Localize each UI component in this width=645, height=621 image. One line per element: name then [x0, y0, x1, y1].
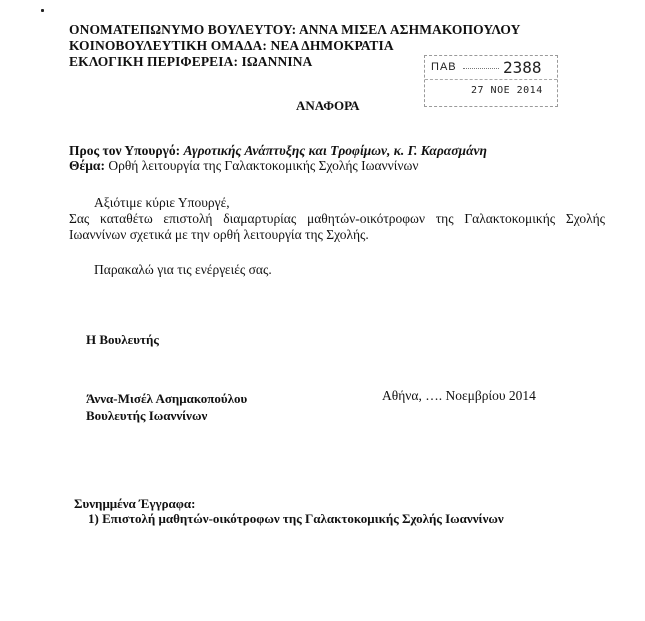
place-date: Αθήνα, …. Νοεμβρίου 2014 [382, 388, 536, 403]
recipient-line [69, 143, 487, 159]
greeting: Αξιότιμε κύριε Υπουργέ, [94, 195, 230, 210]
party-line: ΚΟΙΝΟΒΟΥΛΕΥΤΙΚΗ ΟΜΑΔΑ: ΝΕΑ ΔΗΜΟΚΡΑΤΙΑ [69, 38, 394, 53]
registry-stamp [424, 55, 558, 107]
attachment-item: 1) Επιστολή μαθητών-οικότροφων της Γαλακτοκομικής Σχολής Ιωαννίνων [88, 511, 504, 526]
constituency-line: ΕΚΛΟΓΙΚΗ ΠΕΡΙΦΕΡΕΙΑ: ΙΩΑΝΝΙΝΑ [69, 54, 313, 69]
subject-label: Θέμα: [69, 158, 105, 173]
attachments-label: Συνημμένα Έγγραφα: [74, 496, 196, 511]
recipient-label: Προς τον Υπουργό: [69, 143, 181, 158]
closing-line: Παρακαλώ για τις ενέργειές σας. [94, 262, 272, 277]
body-paragraph-line-1: Σας καταθέτω επιστολή διαμαρτυρίας μαθητών-οικότροφων της Γαλακτοκομικής Σχολής [69, 211, 605, 226]
subject-value: Ορθή λειτουργία της Γαλακτοκομικής Σχολής Ιωαννίνων [108, 158, 419, 173]
scan-speck [41, 9, 44, 12]
stamp-number: 2388 [503, 58, 542, 77]
signatory-name: Άννα-Μισέλ Ασημακοπούλου [86, 391, 248, 406]
mp-name-line: ΟΝΟΜΑΤΕΠΩΝΥΜΟ ΒΟΥΛΕΥΤΟΥ: ΑΝΝΑ ΜΙΣΕΛ ΑΣΗΜΑΚΟΠΟΥΛΟΥ [69, 22, 521, 37]
subject-line [69, 158, 419, 174]
stamp-divider [425, 79, 557, 80]
document-title: ΑΝΑΦΟΡΑ [296, 98, 360, 113]
body-paragraph-line-2: Ιωαννίνων σχετικά με την ορθή λειτουργία της Σχολής. [69, 227, 369, 242]
stamp-prefix: ΠΑΒ [431, 61, 457, 73]
recipient-value: Αγροτικής Ανάπτυξης και Τροφίμων, κ. Γ. Καρασμάνη [183, 143, 487, 158]
stamp-dots [463, 68, 499, 69]
stamp-date: 27 ΝΟΕ 2014 [471, 85, 543, 96]
signatory-title: Βουλευτής Ιωαννίνων [86, 408, 208, 423]
signatory-role: Η Βουλευτής [86, 332, 159, 347]
